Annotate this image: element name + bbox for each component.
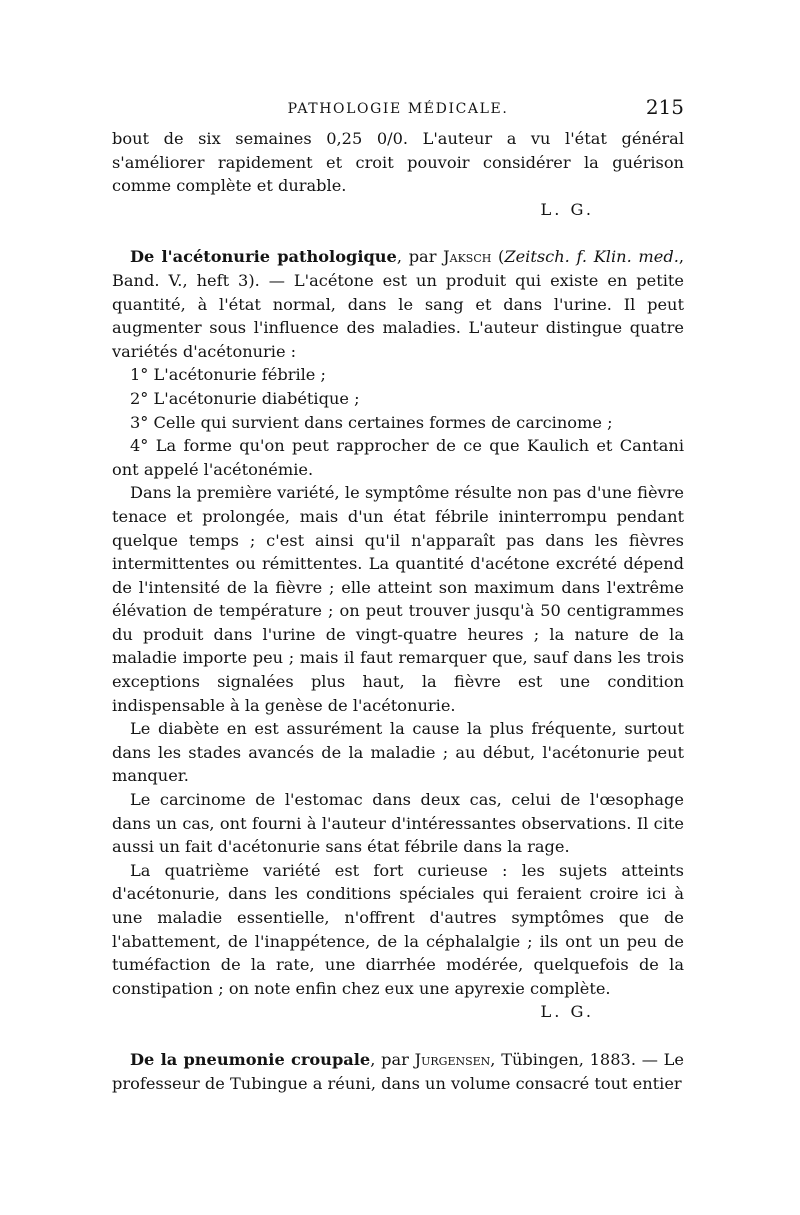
paragraph: Le carcinome de l'estomac dans deux cas, celui de l'œsophage dans un cas, ont fourni à l'auteur d'intéressantes observations. Il cite aussi un fait d'acétonurie sans état fébrile dans la rage. [112,790,684,857]
list-item: 2° L'acétonurie diabétique ; [130,388,360,408]
paragraph: Dans la première variété, le symptôme résulte non pas d'une fièvre tenace et prolongée, mais d'un état fébrile ininterrompu pendant quelque temps ; c'est ainsi qu'il n'apparaît pas dans les fièvres intermittentes ou rémittentes. La quantité d'acétone excrété dépend de l'intensité de la fièvre ; elle atteint son maximum dans l'extrême élévation de température ; on peut trouver jusqu'à 50 centigrammes du produit dans l'urine de vingt-quatre heures ; la nature de la maladie importe peu ; mais il faut remarquer que, sauf dans les trois exceptions signalées plus haut, la fièvre est une condition indispensable à la genèse de l'acétonurie. [112,483,684,715]
article-title: De l'acétonurie pathologique [130,247,397,267]
citation-open: ( [491,247,505,267]
article-title: De la pneumonie croupale [130,1049,371,1069]
journal-title: Zeitsch. f. Klin. med. [504,247,679,267]
list-item: 3° Celle qui survient dans certaines formes de carcinome ; [130,412,613,432]
article-by: , par [396,247,444,267]
running-head [112,95,684,122]
page-number: 215 [645,95,684,119]
paragraph: Le diabète en est assurément la cause la plus fréquente, surtout dans les stades avancés de la maladie ; au début, l'acétonurie peut manquer. [112,719,684,786]
article-author: Jaksch [443,247,492,267]
review-signature: L. G. [540,199,594,219]
citation-rest: , Band. V., heft 3). — L'acétone est un produit qui existe en petite quantité, à l'état normal, dans le sang et dans l'urine. Il peut augmenter sous l'influence des maladies. L'auteur distingue quatre variétés d'acétonurie : [112,247,684,361]
body-text [112,127,684,1095]
continuation-paragraph: bout de six semaines 0,25 0/0. L'auteur a vu l'état général s'améliorer rapidement et croit pouvoir considérer la guérison comme complète et durable. [112,129,684,196]
article-author: Jurgensen [414,1049,491,1069]
review-signature: L. G. [540,1002,594,1022]
article-acetonurie [112,245,684,363]
list-item: 4° La forme qu'on peut rapprocher de ce que Kaulich et Cantani ont appelé l'acétonémie. [112,436,684,479]
article-pneumonie [112,1048,684,1095]
paragraph: La quatrième variété est fort curieuse : les sujets atteints d'acétonurie, dans les conditions spéciales qui feraient croire ici à une maladie essentielle, n'offrent d'autres symptômes que de l'abattement, de l'inappétence, de la céphalalgie ; ils ont un peu de tuméfaction de la rate, une diarrhée modérée, quelquefois de la constipation ; on note enfin chez eux une apyrexie complète. [112,860,684,998]
running-title: PATHOLOGIE MÉDICALE. [287,101,509,117]
list-item: 1° L'acétonurie fébrile ; [130,365,326,385]
article-by: , par [370,1049,415,1069]
variety-list [112,363,684,481]
article-text: , Tübingen, 1883. — Le professeur de Tubingue a réuni, dans un volume consacré tout entier [112,1049,684,1093]
